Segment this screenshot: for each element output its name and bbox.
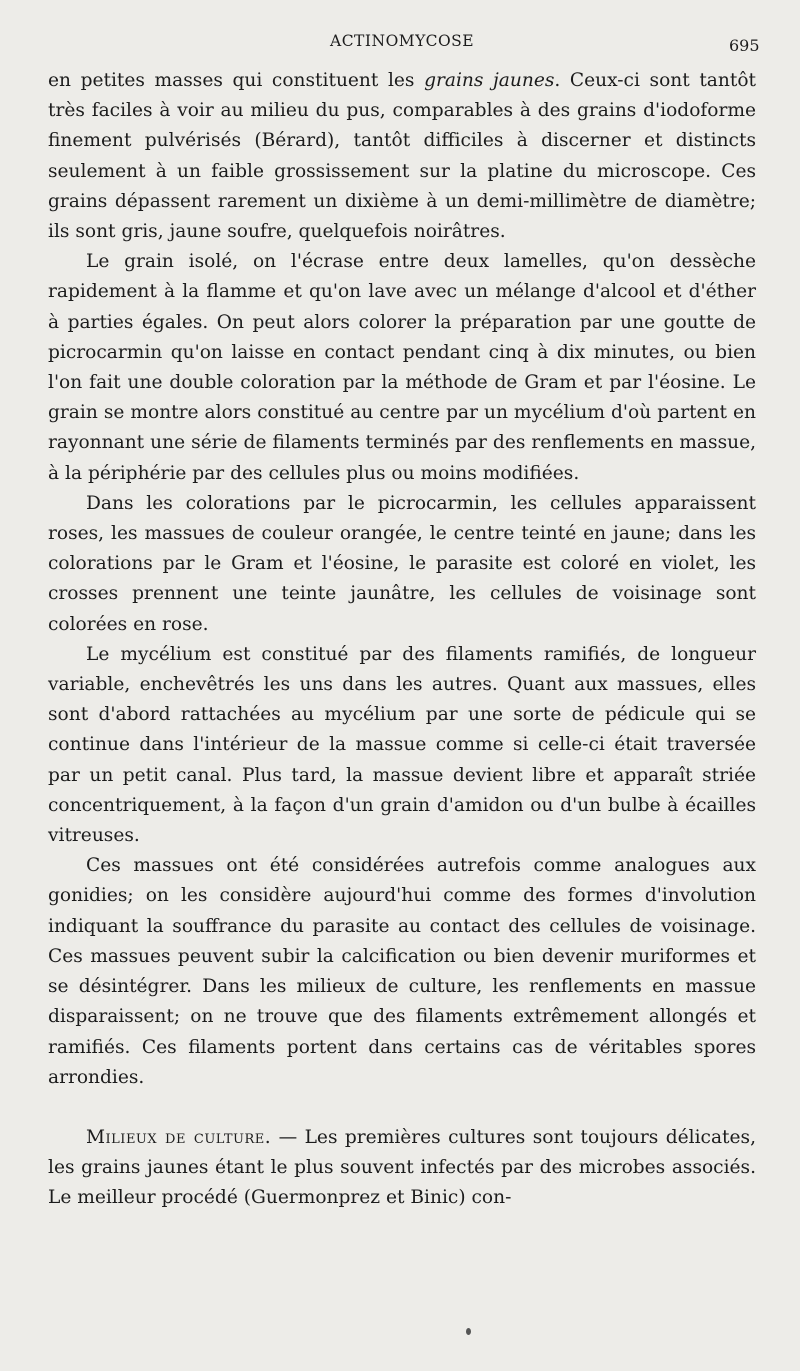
paragraph-colorations: Dans les colorations par le picrocarmin, les cellules apparaissent roses, les massues de couleur orangée, le centre teinté en jaune; dans les colorations par le Gram et l'éosine, le parasite est coloré en violet, les crosses prennent une teinte jaunâtre, les cellules de voisinage sont colorées en rose. [48, 492, 756, 635]
paragraph-milieux-de-culture [48, 1123, 756, 1214]
paragraph-grain-isole: Le grain isolé, on l'écrase entre deux lamelles, qu'on dessèche rapidement à la flamme et qu'on lave avec un mélange d'alcool et d'éther à parties égales. On peut alors colorer la préparation par une goutte de picrocarmin qu'on laisse en contact pendant cinq à dix minutes, ou bien l'on fait une double coloration par la méthode de Gram et par l'éosine. Le grain se montre alors constitué au centre par un mycélium d'où partent en rayonnant une série de filaments terminés par des renflements en massue, à la périphérie par des cellules plus ou moins modifiées. [48, 251, 756, 484]
section-text: — Les premières cultures sont toujours délicates, les grains jaunes étant le plus souvent infectés par des microbes associés. Le meilleur procédé (Guermonprez et Binic) con- [48, 1126, 756, 1209]
paragraph-grains-jaunes [48, 66, 756, 247]
running-title: ACTINOMYCOSE [330, 32, 475, 50]
page-number: 695 [729, 36, 760, 55]
page-body [48, 66, 756, 1214]
paragraph-text-start: en petites masses qui constituent les [48, 70, 425, 91]
page-header [0, 28, 800, 58]
paragraph-massues: Ces massues ont été considérées autrefois comme analogues aux gonidies; on les considère aujourd'hui comme des formes d'involution indiquant la souffrance du parasite au contact des cellules de voisinage. Ces massues peuvent subir la calcification ou bien devenir muriformes et se désintégrer. Dans les milieux de culture, les renflements en massue disparaissent; on ne trouve que des filaments extrêmement allongés et ramifiés. Ces filaments portent dans certains cas de véritables spores arrondies. [48, 855, 756, 1088]
ink-spot [466, 1328, 471, 1335]
section-heading: Milieux de culture. [86, 1126, 272, 1148]
emphasis-grains-jaunes: grains jaunes [424, 70, 555, 91]
paragraph-mycelium: Le mycélium est constitué par des filaments ramifiés, de longueur variable, enchevêtrés les uns dans les autres. Quant aux massues, elles sont d'abord rattachées au mycélium par une sorte de pédicule qui se continue dans l'intérieur de la massue comme si celle-ci était traversée par un petit canal. Plus tard, la massue devient libre et apparaît striée concentriquement, à la façon d'un grain d'amidon ou d'un bulbe à écailles vitreuses. [48, 643, 756, 847]
paragraph-text-rest: . Ceux-ci sont tantôt très faciles à voir au milieu du pus, comparables à des grains d'iodoforme finement pulvérisés (Bérard), tantôt difficiles à discerner et distincts seulement à un faible grossissement sur la platine du microscope. Ces grains dépassent rarement un dixième à un demi-millimètre de diamètre; ils sont gris, jaune soufre, quelquefois noirâtres. [48, 70, 756, 243]
